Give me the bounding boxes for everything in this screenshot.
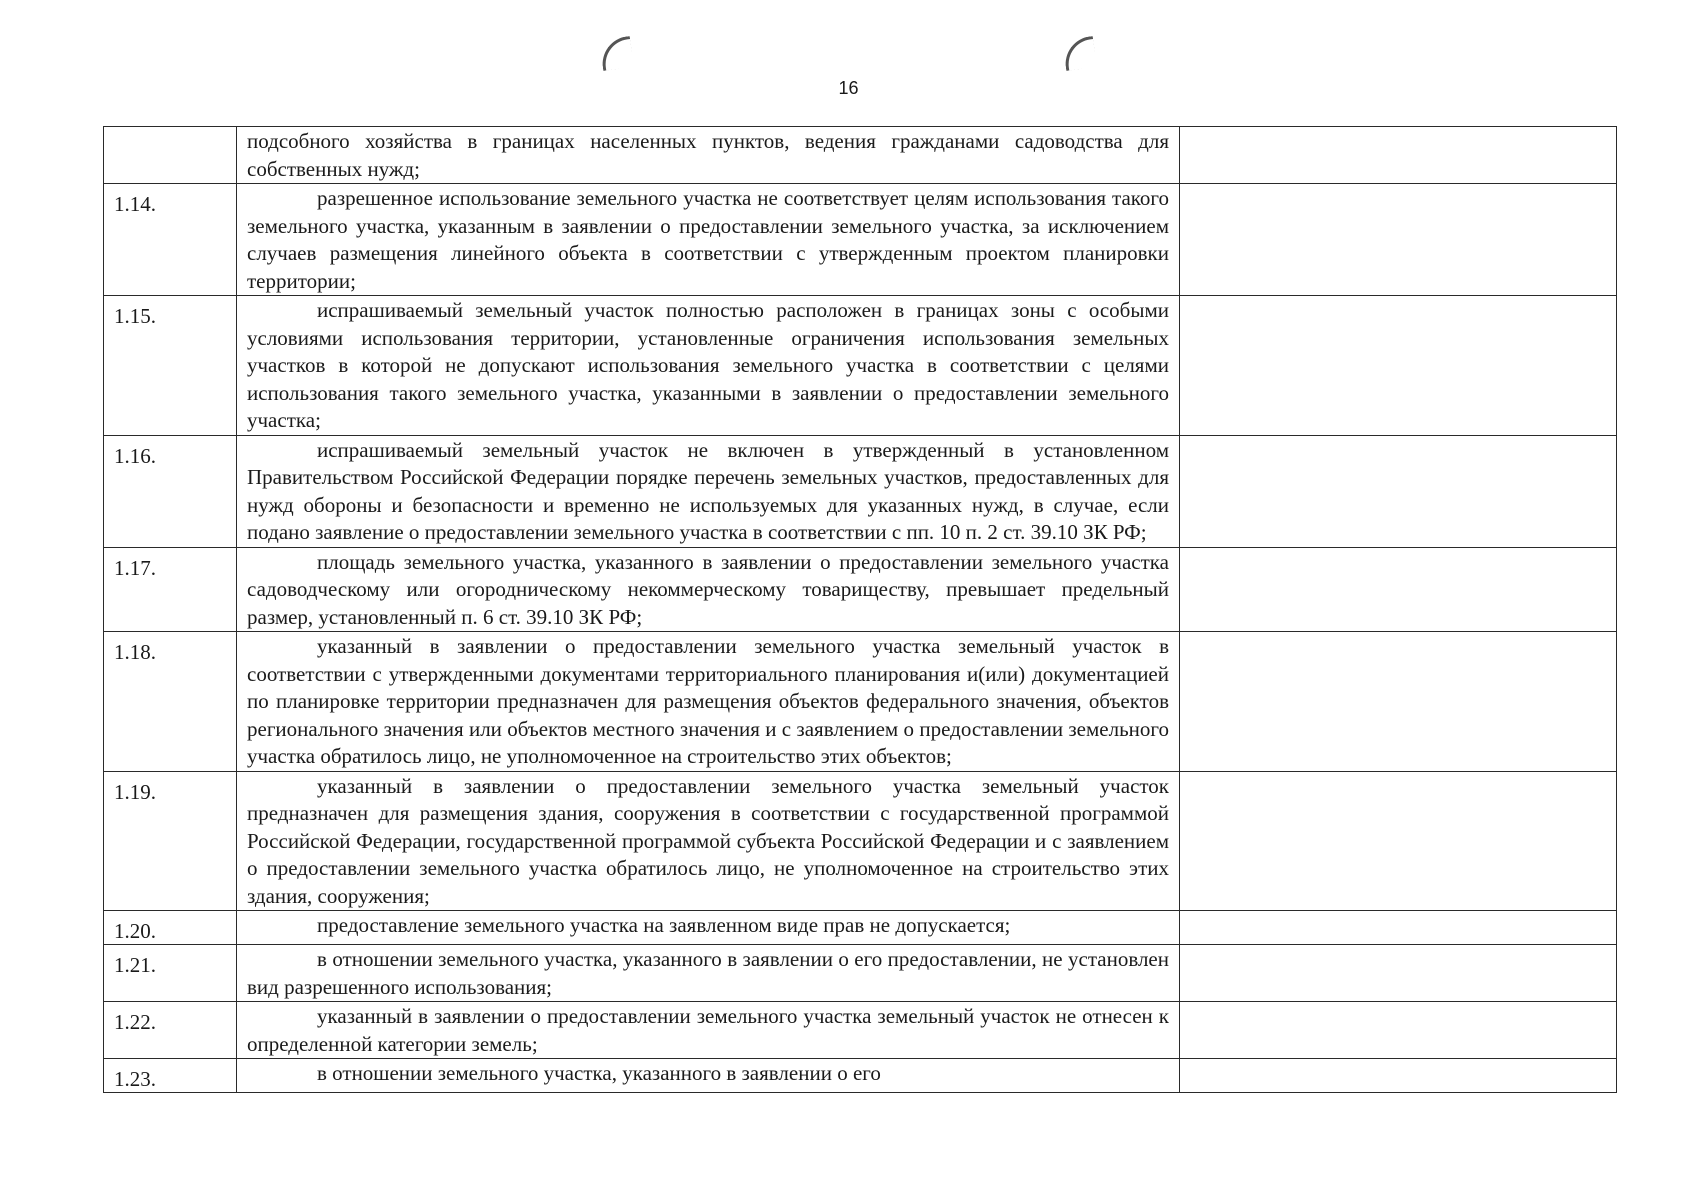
table-row xyxy=(104,127,1617,184)
row-text-cell xyxy=(237,184,1180,296)
row-number: 1.22. xyxy=(104,1002,237,1059)
row-number: 1.15. xyxy=(104,296,237,436)
empty-cell xyxy=(1180,1059,1617,1093)
row-text: указанный в заявлении о предоставлении земельного участка земельный участок не отнесен к определенной категории земель; xyxy=(247,1004,1169,1056)
row-number: 1.18. xyxy=(104,632,237,772)
row-text: разрешенное использование земельного участка не соответствует целям использования такого земельного участка, указанным в заявлении о предоставлении земельного участка, за исключением случаев размещения линейного объекта в соответствии с утвержденным проектом планировки территории; xyxy=(247,186,1169,293)
row-text-cell xyxy=(237,911,1180,945)
row-text-cell xyxy=(237,435,1180,547)
row-text: указанный в заявлении о предоставлении земельного участка земельный участок предназначен для размещения здания, сооружения в соответствии с государственной программой Российской Федерации, государственной программой субъекта Российской Федерации и с заявлением о предоставлении земельного участка обратилось лицо, не уполномоченное на строительство этих здания, сооружения; xyxy=(247,773,1169,908)
row-number xyxy=(104,127,237,184)
table-row xyxy=(104,296,1617,436)
empty-cell xyxy=(1180,435,1617,547)
table-row xyxy=(104,945,1617,1002)
empty-cell xyxy=(1180,547,1617,632)
empty-cell xyxy=(1180,945,1617,1002)
table-row xyxy=(104,435,1617,547)
row-text: в отношении земельного участка, указанного в заявлении о его предоставлении, не установлен вид разрешенного использования; xyxy=(247,947,1169,999)
empty-cell xyxy=(1180,127,1617,184)
table-row xyxy=(104,547,1617,632)
row-text-cell xyxy=(237,1059,1180,1093)
empty-cell xyxy=(1180,184,1617,296)
row-number: 1.21. xyxy=(104,945,237,1002)
row-number: 1.23. xyxy=(104,1059,237,1093)
row-number: 1.14. xyxy=(104,184,237,296)
table-row xyxy=(104,1059,1617,1093)
row-text: указанный в заявлении о предоставлении земельного участка земельный участок в соответствии с утвержденными документами территориального планирования и(или) документацией по планировке территории предназначен для размещения объектов федерального значения, объектов регионального значения или объектов местного значения и с заявлением о предоставлении земельного участка обратилось лицо, не уполномоченное на строительство этих объектов; xyxy=(247,634,1169,768)
table-body xyxy=(104,127,1617,1093)
empty-cell xyxy=(1180,296,1617,436)
table-row xyxy=(104,771,1617,911)
empty-cell xyxy=(1180,911,1617,945)
row-number: 1.17. xyxy=(104,547,237,632)
row-text: предоставление земельного участка на заявленном виде прав не допускается; xyxy=(317,913,1011,937)
row-text: в отношении земельного участка, указанного в заявлении о его xyxy=(317,1061,881,1085)
row-text: испрашиваемый земельный участок не включен в утвержденный в установленном Правительством Российской Федерации порядке перечень земельных участков, предоставленных для нужд обороны и безопасности и временно не используемых для указанных нужд, в случае, если подано заявление о предоставлении земельного участка в соответствии с пп. 10 п. 2 ст. 39.10 ЗК РФ; xyxy=(247,437,1169,544)
empty-cell xyxy=(1180,771,1617,911)
table-row xyxy=(104,911,1617,945)
row-text-cell xyxy=(237,632,1180,772)
row-number: 1.20. xyxy=(104,911,237,945)
row-text-cell xyxy=(237,771,1180,911)
table-row xyxy=(104,1002,1617,1059)
row-text-cell xyxy=(237,127,1180,184)
row-text-cell xyxy=(237,945,1180,1002)
punch-hole-mark xyxy=(1062,36,1097,71)
empty-cell xyxy=(1180,1002,1617,1059)
row-text: площадь земельного участка, указанного в заявлении о предоставлении земельного участка садоводческому или огородническому некоммерческому товариществу, превышает предельный размер, установленный п. 6 ст. 39.10 ЗК РФ; xyxy=(247,549,1169,629)
row-number: 1.16. xyxy=(104,435,237,547)
row-text: испрашиваемый земельный участок полностью расположен в границах зоны с особыми условиями использования территории, установленные ограничения использования земельных участков в которой не допускают использования земельного участка в соответствии с целями использования такого земельного участка, указанными в заявлении о предоставлении земельного участка; xyxy=(247,298,1169,432)
empty-cell xyxy=(1180,632,1617,772)
punch-hole-mark xyxy=(599,36,634,71)
table-row xyxy=(104,632,1617,772)
row-number: 1.19. xyxy=(104,771,237,911)
row-text-cell xyxy=(237,1002,1180,1059)
page-number: 16 xyxy=(838,78,859,98)
table-row xyxy=(104,184,1617,296)
conditions-table xyxy=(103,126,1617,1093)
row-text: подсобного хозяйства в границах населенных пунктов, ведения гражданами садоводства для собственных нужд; xyxy=(247,129,1169,181)
row-text-cell xyxy=(237,547,1180,632)
row-text-cell xyxy=(237,296,1180,436)
